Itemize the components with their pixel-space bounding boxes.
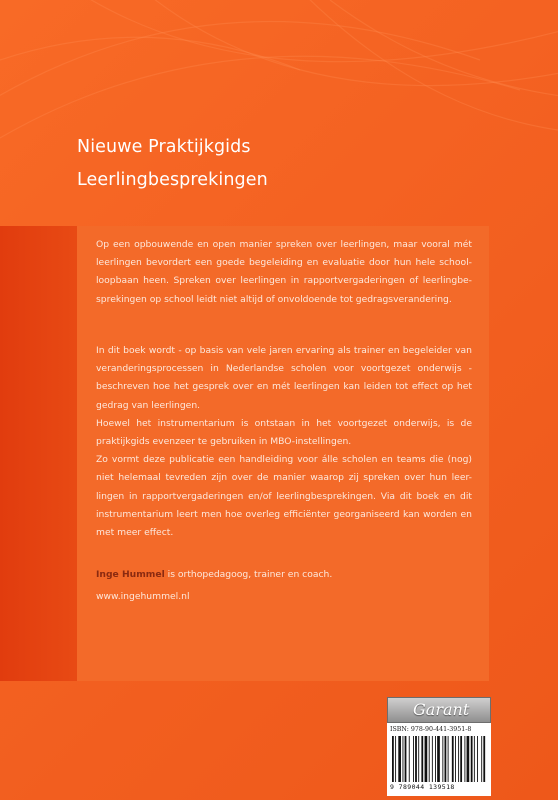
barcode [392,736,486,782]
author-line [96,569,332,580]
blurb-paragraph-2c: Zo vormt deze publicatie een handleiding voor álle scholen en teams die (nog) niet helemaal tevreden zijn over de manier waarop zij spreken over hun leer- lingen in rapportvergaderingen en/of leerlingbesprekingen. Via dit boek en dit instrumentarium leert men hoe overleg efficiënter georganiseerd kan worden en met meer effect. [96,454,472,539]
author-description: is orthopedagoog, trainer en coach. [164,569,333,580]
author-name: Inge Hummel [96,569,165,580]
author-website: www.ingehummel.nl [96,591,190,602]
title-line-1: Nieuwe Praktijkgids [77,137,251,157]
left-accent-strip [0,226,77,681]
publisher-logo-text: Garant [413,700,470,719]
barcode-digits: 9 789044 139518 [390,783,455,791]
isbn-label: ISBN: 978-90-441-3951-8 [390,726,472,733]
blurb-paragraph-1: Op een opbouwende en open manier spreken over leerlingen, maar vooral mét leerlingen bevordert een goede begeleiding en evaluatie door hun hele school- loopbaan heen. Spreken over leerlingen in rapportvergaderingen of leerlingbe- sprekingen op school leidt niet altijd of onvoldoende tot gedragsverandering. [96,239,472,305]
publisher-logo [387,697,491,723]
title-line-2: Leerlingbesprekingen [77,170,268,190]
blurb-paragraph-2b: Hoewel het instrumentarium is ontstaan in het voortgezet onderwijs, is de praktijkgids evenzeer te gebruiken in MBO-instellingen. [96,417,472,448]
blurb-paragraph-2 [96,342,472,542]
publisher-block [387,697,491,796]
decorative-arcs [0,0,558,230]
blurb-paragraph-2a: In dit boek wordt - op basis van vele jaren ervaring als trainer en begeleider van veranderingsprocessen in Nederlandse scholen voor voortgezet onderwijs - beschreven hoe het gesprek over en mét leerlingen kan leiden tot effect op het gedrag van leerlingen. [96,345,472,411]
